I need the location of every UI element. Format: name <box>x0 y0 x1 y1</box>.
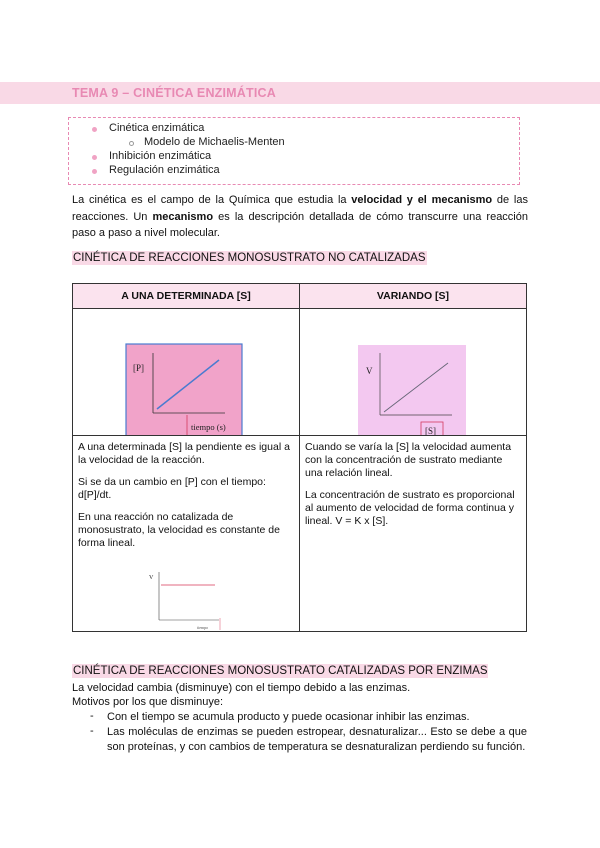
intro-text: de las reacciones. Un <box>72 194 528 223</box>
page-title: TEMA 9 – CINÉTICA ENZIMÁTICA <box>72 86 276 100</box>
table-header-col2: VARIANDO [S] <box>300 284 527 309</box>
reason-item: Las moléculas de enzimas se pueden estropear, desnaturalizar... Esto se debe a que son proteínas, y con cambios de temperatura se desnaturalizan perdiendo su función. <box>107 726 527 753</box>
bullet-icon <box>92 155 97 160</box>
graph-xlabel: tiempo (s) <box>191 422 226 432</box>
bullet-icon <box>92 127 97 132</box>
graph-xlabel: [S] <box>425 426 436 435</box>
section-heading-text: CINÉTICA DE REACCIONES MONOSUSTRATO CATALIZADAS POR ENZIMAS <box>73 665 488 677</box>
bullet-icon <box>92 169 97 174</box>
dash-bullet: - <box>90 710 94 722</box>
section-heading <box>72 665 488 677</box>
graph-ylabel: [P] <box>133 363 144 373</box>
text-cell-2 <box>300 436 527 632</box>
cell-paragraph: La concentración de sustrato es proporcional al aumento de velocidad de forma continua y lineal. V = K x [S]. <box>305 489 515 527</box>
graph-cell-1 <box>73 309 300 436</box>
section2-line: La velocidad cambia (disminuye) con el tiempo debido a las enzimas. <box>72 682 411 694</box>
toc-item: Inhibición enzimática <box>109 150 212 162</box>
section2-line: Motivos por los que disminuye: <box>72 696 224 708</box>
cell-paragraph: Si se da un cambio en [P] con el tiempo: d[P]/dt. <box>78 476 266 501</box>
circle-bullet-icon <box>129 141 134 146</box>
dash-bullet: - <box>90 725 94 737</box>
comparison-table <box>72 283 527 632</box>
intro-text: es la descripción detallada de cómo transcurre una reacción paso a paso a nivel molecular. <box>72 210 528 239</box>
graph-ylabel: V <box>149 575 154 581</box>
intro-bold: velocidad y el mecanismo <box>351 194 493 206</box>
graph-xlabel: tiempo <box>197 625 209 630</box>
toc-box <box>68 117 520 185</box>
intro-paragraph <box>72 192 528 242</box>
intro-bold: mecanismo <box>152 210 214 223</box>
toc-item: Cinética enzimática <box>109 122 205 134</box>
graph-cell-2 <box>300 309 527 436</box>
section-heading-text: CINÉTICA DE REACCIONES MONOSUSTRATO NO CATALIZADAS <box>73 252 426 264</box>
graph-velocity-vs-substrate <box>300 309 526 435</box>
cell-paragraph: Cuando se varía la [S] la velocidad aumenta con la concentración de sustrato mediante una relación lineal. <box>305 441 512 479</box>
intro-text: La cinética es el campo de la Química que estudia la <box>72 194 352 206</box>
graph-ylabel: V <box>366 366 373 376</box>
table-header-col1: A UNA DETERMINADA [S] <box>73 284 300 309</box>
toc-subitem: Modelo de Michaelis-Menten <box>144 136 285 148</box>
graph-product-vs-time <box>73 309 299 435</box>
text-cell-1 <box>73 436 300 632</box>
section-heading <box>72 252 427 264</box>
toc-item: Regulación enzimática <box>109 164 220 176</box>
cell-paragraph: A una determinada [S] la pendiente es igual a la velocidad de la reacción. <box>78 441 290 466</box>
cell-paragraph: En una reacción no catalizada de monosustrato, la velocidad es constante de forma lineal. <box>78 511 280 549</box>
reason-item: Con el tiempo se acumula producto y puede ocasionar inhibir las enzimas. <box>107 711 470 723</box>
graph-velocity-vs-time <box>73 568 299 630</box>
